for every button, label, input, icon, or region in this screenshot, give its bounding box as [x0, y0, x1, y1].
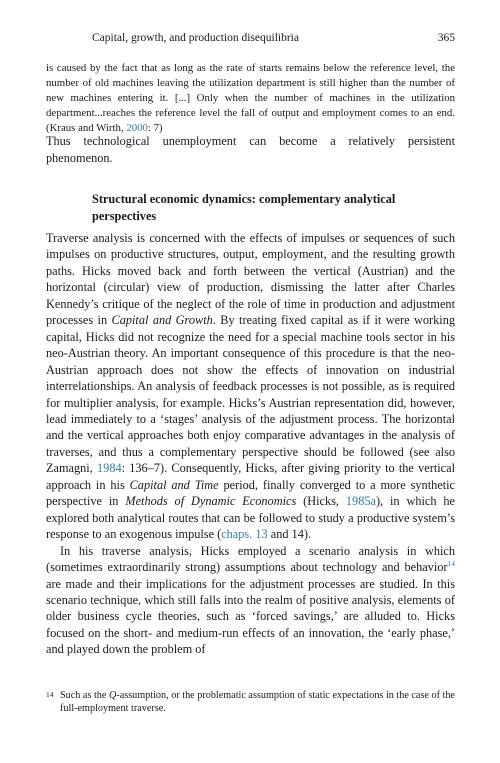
- footnote-text: [46, 689, 455, 716]
- footnote: [46, 689, 455, 716]
- text-run: ), in which he explored both analytical routes that can be followed to study a productive system’s response to an exogenous impulse (: [46, 494, 455, 542]
- body-text: [46, 230, 455, 658]
- running-head: [46, 32, 455, 50]
- text-run: period, finally converged to a more synthetic perspective in: [46, 477, 456, 509]
- footnote-number: 14: [46, 690, 54, 699]
- book-title-capital-time: Capital and Time: [129, 477, 219, 492]
- running-head-title: Capital, growth, and production disequilibria: [92, 32, 299, 44]
- text-run: Such as the: [60, 690, 109, 701]
- paragraph-traverse-analysis: [46, 230, 455, 543]
- q-assumption-symbol: Q: [108, 690, 117, 701]
- text-run: In his traverse analysis, Hicks employed a scenario analysis in which (sometimes extraordinarily strong) assumptions about technology and behavior: [46, 543, 455, 575]
- text-run: Traverse analysis is concerned with the effects of impulses or sequences of such impulses on productive structures, output, employment, and the resulting growth paths. Hicks moved back and forth between the vertical (Austrian) and the horizontal (circular) view of production, dismissing the latter after Charles Kennedy’s critique of the neglect of the role of time in production and adjustment processes in: [46, 231, 455, 328]
- text-run: : 136–7). Consequently, Hicks, after giving priority to the vertical approach in his: [46, 461, 455, 492]
- citation-link-hicks[interactable]: 1985a: [345, 494, 376, 509]
- paragraph-scenario-analysis: [46, 543, 455, 658]
- quote-cite-tail: : 7): [147, 122, 163, 135]
- book-title-methods-dynamic-economics: Methods of Dynamic Economics: [125, 494, 297, 509]
- quote-text: is caused by the fact that as long as the rate of starts remains below the reference level, the number of old machines leaving the utilization department is still higher than the number of new machines entering it. [...] Only when the number of machines in the utilization department...reaches the reference level the fall of output and employment comes to an end. (Kraus and Wirth,: [46, 62, 455, 135]
- text-run: are made and their implications for the adjustment processes are studied. In this scenario technique, which still falls into the realm of positive analysis, elements of older business cycle theories, such as ‘forced savings,’ are alluded to. Hicks focused on the short- and medium-run effects of an innovation, the ‘early phase,’ and played down the problem of: [46, 576, 455, 657]
- paragraph-after-quote: Thus technological unemployment can become a relatively persistent phenomenon.: [46, 134, 455, 166]
- chapter-link[interactable]: chaps. 13: [221, 527, 268, 542]
- text-run: -assumption, or the problematic assumption of static expectations in the case of the full-employment traverse.: [60, 690, 455, 715]
- text-run: (Hicks,: [296, 494, 346, 509]
- book-title-capital-growth: Capital and Growth: [111, 313, 213, 328]
- footnote-ref-14[interactable]: 14: [447, 559, 455, 569]
- page-number: 365: [437, 32, 455, 44]
- citation-link-kraus-wirth[interactable]: 2000: [126, 122, 148, 135]
- text-run: . By treating fixed capital as if it were working capital, Hicks did not recognize the need for a special machine tools sector in his neo-Austrian theory. An important consequence of this procedure is that the neo-Austrian approach does not show the effects of innovation on industrial interrelationships. An analysis of feedback processes is not possible, as is required for multiplier analysis, for example. Hicks’s Austrian representation did, however, lead immediately to a ‘stages’ analysis of the adjustment process. The horizontal and the vertical approaches both enjoy comparative advantages in the analysis of traverses, and thus a complementary perspective should be followed (see also Zamagni,: [46, 313, 455, 476]
- block-quote: [46, 61, 455, 136]
- citation-link-zamagni[interactable]: 1984: [97, 461, 122, 476]
- section-heading: Structural economic dynamics: complementary analytical perspectives: [92, 192, 396, 224]
- text-run: and 14).: [267, 527, 312, 542]
